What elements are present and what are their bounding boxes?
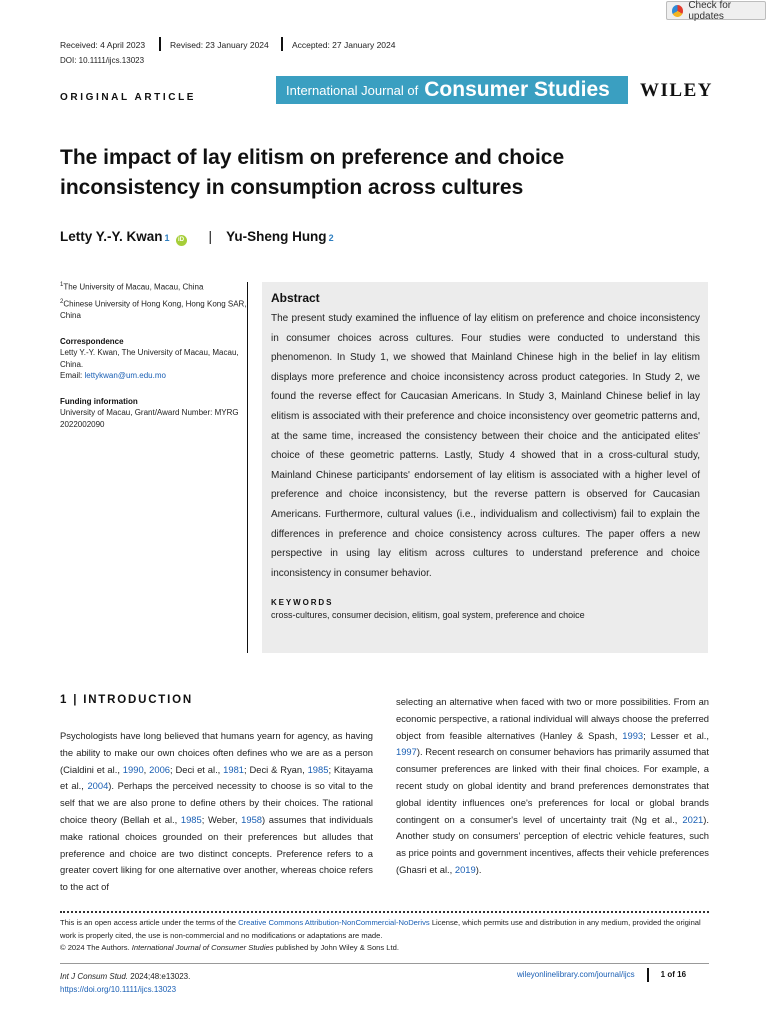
crossmark-icon bbox=[672, 5, 683, 17]
check-for-updates-button[interactable] bbox=[666, 1, 766, 20]
citation-link[interactable]: 2021 bbox=[682, 813, 704, 825]
journal-banner[interactable] bbox=[276, 76, 628, 104]
section-heading: 1 | INTRODUCTION bbox=[60, 694, 193, 706]
footer-bar bbox=[647, 968, 649, 982]
doi-text: DOI: 10.1111/ijcs.13023 bbox=[60, 56, 145, 65]
abstract-box bbox=[262, 282, 708, 653]
affiliation-1: $^1$The University of Macau, Macau, China bbox=[60, 282, 204, 292]
keywords-heading: KEYWORDS bbox=[271, 598, 334, 608]
revised-date: Revised: 23 January 2024 bbox=[170, 40, 269, 50]
citation-link[interactable]: 1993 bbox=[622, 729, 644, 741]
received-date: Received: 4 April 2023 bbox=[60, 40, 146, 50]
license-note bbox=[60, 917, 710, 955]
citation-link[interactable]: 1958 bbox=[241, 813, 263, 825]
author-1-affiliation: 1 bbox=[164, 233, 170, 243]
check-for-updates-label: Check for updates bbox=[688, 0, 732, 22]
author-2[interactable]: Yu-Sheng Hung bbox=[226, 229, 327, 244]
paper-title: The impact of lay elitism on preference and choice inconsistency in consumption across cultures bbox=[60, 146, 565, 199]
abstract-text: The present study examined the influence of lay elitism on preference and choice inconsistency in consumer choices across cultures. Four studies were conducted to understand this phenomenon. In Study 1, we showed that Mainland Chinese high in the belief in lay elitism displays more preference and choice inconsistency across product categories. In Study 2, we found the reverse effect for Caucasian Americans. In Study 3, Mainland Chinese belief in lay elitism is associated with their preference and choice inconsistency over geometric patterns and, at the same time, increased the consistency between their choice and the anticipated elites' choice of these geometric patterns. Lastly, Study 4 showed that in a cross-cultural study, Mainland Chinese participants' endorsement of lay elitism is associated with a higher level of preference and choice inconsistency, but the reverse pattern is observed for Caucasian Americans. Furthermore, cultural values (i.e., individualism and collectivism) fail to explain the differences in preference and choice consistency across cultures. The paper offers a new perspective in using lay elitism across cultures to understand preference and choice inconsistency in consumer behavior. bbox=[271, 313, 700, 579]
author-1[interactable]: Letty Y.-Y. Kwan bbox=[60, 229, 163, 244]
citation-link[interactable]: 1997 bbox=[396, 746, 417, 758]
citation-link[interactable]: 2006 bbox=[149, 763, 170, 775]
citation-footer bbox=[60, 970, 190, 996]
journal-site-link[interactable]: wileyonlinelibrary.com/journal/ijcs bbox=[517, 970, 635, 979]
funding bbox=[60, 396, 247, 431]
author-line bbox=[60, 229, 334, 246]
funding-text: University of Macau, Grant/Award Number: MYRG 2022002090 bbox=[60, 408, 239, 429]
correspondence-text: Letty Y.-Y. Kwan, The University of Macau, Macau, China. bbox=[60, 348, 239, 369]
intro-paragraph-left: Psychologists have long believed that humans yearn for agency, as having the ability to make our own choices often defines who we are as a person (Cialdini et al., 1990, 2006; Deci et al., 1981; Deci & Ryan, 1985; Kitayama et al., 2004). Perhaps the perceived necessity to choose is so vital to the self that we are also prone to define others by their choices. The rational choice theory (Bellah et al., 1985; Weber, 1958) assumes that individuals make rational choices grounded on their preferences but alludes that preference and choice are two distinct concepts. Preference refers to a greater covert liking for one alternative over another, whereas choice refers to the act of bbox=[60, 730, 374, 893]
author-2-affiliation: 2 bbox=[328, 233, 334, 243]
affiliations bbox=[60, 280, 247, 322]
page-footer bbox=[517, 970, 686, 982]
article-info-column bbox=[60, 280, 247, 444]
license-link[interactable]: Creative Commons Attribution-NonCommercial-NoDerivs bbox=[238, 918, 430, 927]
publisher-logo[interactable]: WILEY bbox=[640, 80, 713, 101]
intro-paragraph-right: selecting an alternative when faced with two or more possibilities. From an economic perspective, a rational individual will always choose the preferred object from feasible alternatives (Hanley & Spash, 1993; Lesser et al., 1997). Recent research on consumer behaviors has primarily assumed that consumer preferences are linked with their final choices. For example, a recent study on global identity and brand preferences demonstrates that global identity influences one's preferences for local or global brands contingent on a consumer's level of uncertainty trait (Ng et al., 2021). Another study on consumers' perception of electric vehicle features, such as price points and government incentives, affects their vehicle preferences (Ghasri et al., 2019). bbox=[396, 696, 709, 875]
orcid-icon[interactable]: iD bbox=[176, 235, 187, 246]
affiliation-2: $^2$Chinese University of Hong Kong, Hong Kong SAR, China bbox=[60, 299, 247, 321]
accepted-date: Accepted: 27 January 2024 bbox=[292, 40, 396, 50]
author-separator: | bbox=[208, 229, 213, 244]
doi-link[interactable]: https://doi.org/10.1111/ijcs.13023 bbox=[60, 985, 177, 994]
footer-divider bbox=[60, 963, 709, 964]
citation-link[interactable]: 2019 bbox=[454, 863, 476, 875]
citation-link[interactable]: 1985 bbox=[307, 763, 329, 775]
journal-prefix: International Journal of bbox=[286, 82, 419, 98]
column-divider bbox=[247, 282, 248, 653]
meta-divider bbox=[281, 37, 283, 51]
meta-divider bbox=[159, 37, 161, 51]
funding-heading: Funding information bbox=[60, 396, 138, 406]
citation-link[interactable]: 1981 bbox=[223, 763, 245, 775]
license-text: This is an open access article under the terms of the Creative Commons Attribution-NonCommercial-NoDerivs License, which permits use and distribution in any medium, provided the original work is properly cited, the use is non-commercial and no modifications or adaptations are made. bbox=[60, 918, 701, 940]
keywords-list: cross-cultures, consumer decision, elitism, goal system, preference and choice bbox=[271, 610, 585, 621]
correspondence-email: Email: lettykwan@um.edu.mo bbox=[60, 371, 166, 381]
citation-text: Int J Consum Stud. 2024;48:e13023. bbox=[60, 972, 191, 981]
citation-link[interactable]: 1985 bbox=[180, 813, 202, 825]
citation-link[interactable]: 2004 bbox=[87, 780, 109, 792]
email-link[interactable]: lettykwan@um.edu.mo bbox=[84, 371, 166, 381]
copyright-text: © 2024 The Authors. International Journal of Consumer Studies published by John Wiley & Sons Ltd. bbox=[60, 943, 399, 953]
abstract-heading: Abstract bbox=[271, 291, 320, 305]
footnote-divider bbox=[60, 911, 709, 913]
page-number: 1 of 16 bbox=[660, 970, 687, 979]
correspondence-heading: Correspondence bbox=[60, 336, 124, 346]
citation-link[interactable]: 1990 bbox=[122, 763, 144, 775]
journal-name: Consumer Studies bbox=[424, 78, 610, 101]
article-type: ORIGINAL ARTICLE bbox=[60, 92, 197, 103]
correspondence bbox=[60, 336, 247, 382]
